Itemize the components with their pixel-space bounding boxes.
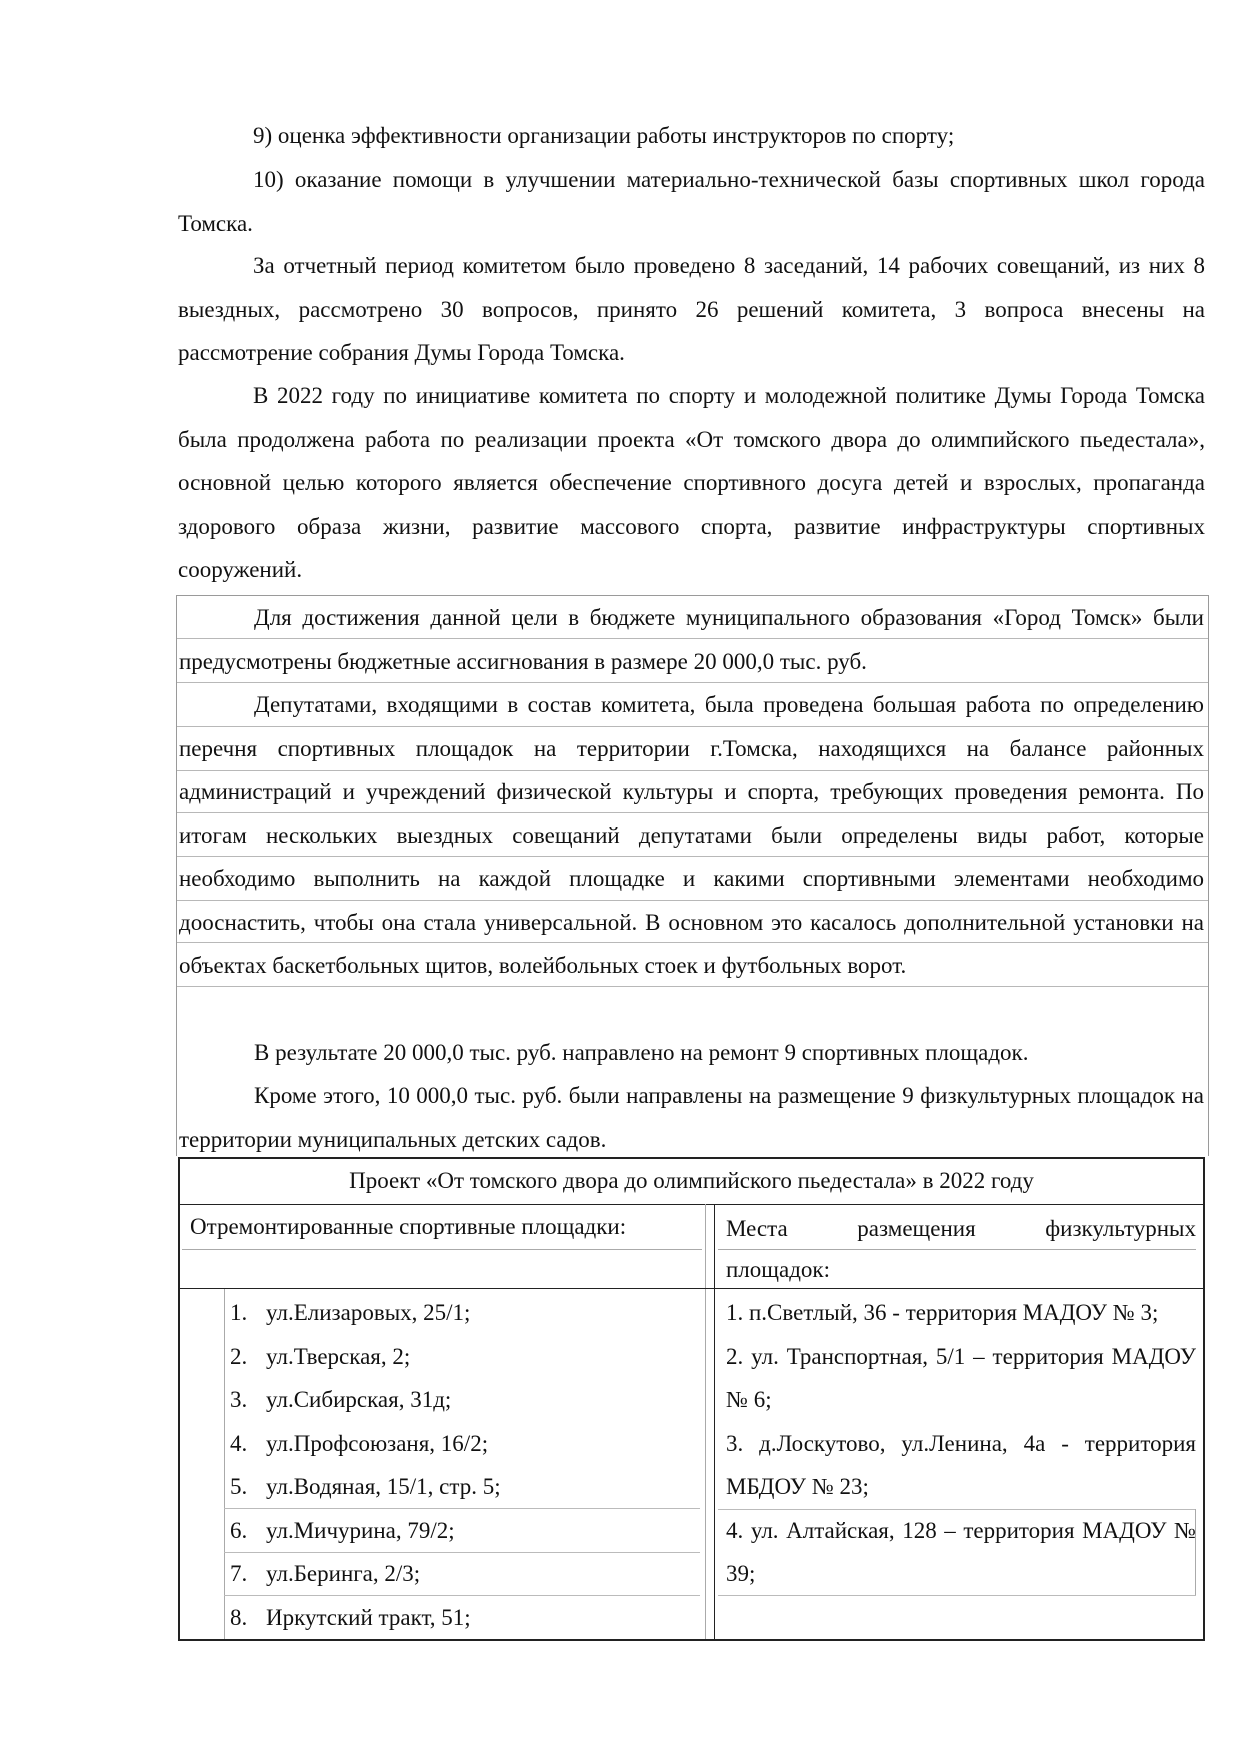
paragraph-project: В 2022 году по инициативе комитета по спорту и молодежной политике Думы Города Томска была продолжена работа по реализации проекта «От томского двора до олимпийского пьедестала», основной целью которого является обеспечение спортивного досуга детей и взрослых, пропаганда здорового образа жизни, развитие массового спорта, развитие инфраструктуры спортивных сооружений. bbox=[178, 383, 1205, 582]
list-item: 1. п.Светлый, 36 - территория МАДОУ № 3; bbox=[726, 1300, 1159, 1325]
project-table bbox=[178, 1157, 1205, 1641]
list-indent-line bbox=[224, 1289, 225, 1639]
left-column-header: Отремонтированные спортивные площадки: bbox=[190, 1214, 627, 1239]
right-column-header-line2: площадок: bbox=[726, 1257, 830, 1282]
list-item: 1. ул.Елизаровых, 25/1; bbox=[230, 1300, 471, 1325]
paragraph-additional: Кроме этого, 10 000,0 тыс. руб. были направлены на размещение 9 физкультурных площадок на территории муниципальных детских садов. bbox=[179, 1083, 1204, 1152]
paragraph-budget: Для достижения данной цели в бюджете муниципального образования «Город Томск» были предусмотрены бюджетные ассигнования в размере 20 000,0 тыс. руб. bbox=[179, 605, 1204, 674]
column-divider bbox=[714, 1204, 715, 1639]
boxed-text-block bbox=[176, 595, 1209, 1156]
list-item: 8. Иркутский тракт, 51; bbox=[230, 1604, 471, 1630]
right-column-header-line1: Места размещения физкультурных bbox=[726, 1216, 1196, 1241]
divider bbox=[182, 1249, 702, 1250]
list-item: 4. ул. Алтайская, 128 – территория МАДОУ № 39; bbox=[726, 1517, 1196, 1586]
list-item: 4. ул.Профсоюзаня, 16/2; bbox=[230, 1430, 489, 1456]
list-item: 3. д.Лоскутово, ул.Ленина, 4а - территория МБДОУ № 23; bbox=[726, 1430, 1196, 1499]
list-item: 2. ул. Транспортная, 5/1 – территория МАДОУ № 6; bbox=[726, 1343, 1196, 1412]
list-item: 7. ул.Беринга, 2/3; bbox=[230, 1552, 700, 1596]
list-item: 3. ул.Сибирская, 31д; bbox=[230, 1387, 452, 1412]
repaired-courts-list bbox=[230, 1291, 700, 1639]
paragraph-meetings: За отчетный период комитетом было проведено 8 заседаний, 14 рабочих совещаний, из них 8 выездных, рассмотрено 30 вопросов, принято 26 решений комитета, 3 вопроса внесены на рассмотрение собрания Думы Города Томска. bbox=[178, 253, 1205, 365]
fitness-sites-list bbox=[726, 1291, 1196, 1596]
list-item: 6. ул.Мичурина, 79/2; bbox=[230, 1509, 700, 1553]
paragraph-item-9: 9) оценка эффективности организации работы инструкторов по спорту; bbox=[253, 123, 955, 148]
table-title: Проект «От томского двора до олимпийского пьедестала» в 2022 году bbox=[180, 1159, 1203, 1205]
paragraph-item-10: 10) оказание помощи в улучшении материально-технической базы спортивных школ города Томска. bbox=[178, 167, 1205, 236]
list-item: 2. ул.Тверская, 2; bbox=[230, 1343, 411, 1369]
paragraph-deputies: Депутатами, входящими в состав комитета, была проведена большая работа по определению перечня спортивных площадок на территории г.Томска, находящихся на балансе районных администраций и учреждений физической культуры и спорта, требующих проведения ремонта. По итогам нескольких выездных совещаний депутатами были определены виды работ, которые необходимо выполнить на каждой площадке и какими спортивными элементами необходимо дооснастить, чтобы она стала универсальной. В основном это касалось дополнительной установки на объектах баскетбольных щитов, волейбольных стоек и футбольных ворот. bbox=[179, 692, 1204, 978]
column-divider-thin bbox=[705, 1204, 706, 1639]
header-divider bbox=[180, 1288, 1203, 1289]
paragraph-result: В результате 20 000,0 тыс. руб. направлено на ремонт 9 спортивных площадок. bbox=[254, 1040, 1029, 1065]
list-item: 5. ул.Водяная, 15/1, стр. 5; bbox=[230, 1465, 700, 1509]
